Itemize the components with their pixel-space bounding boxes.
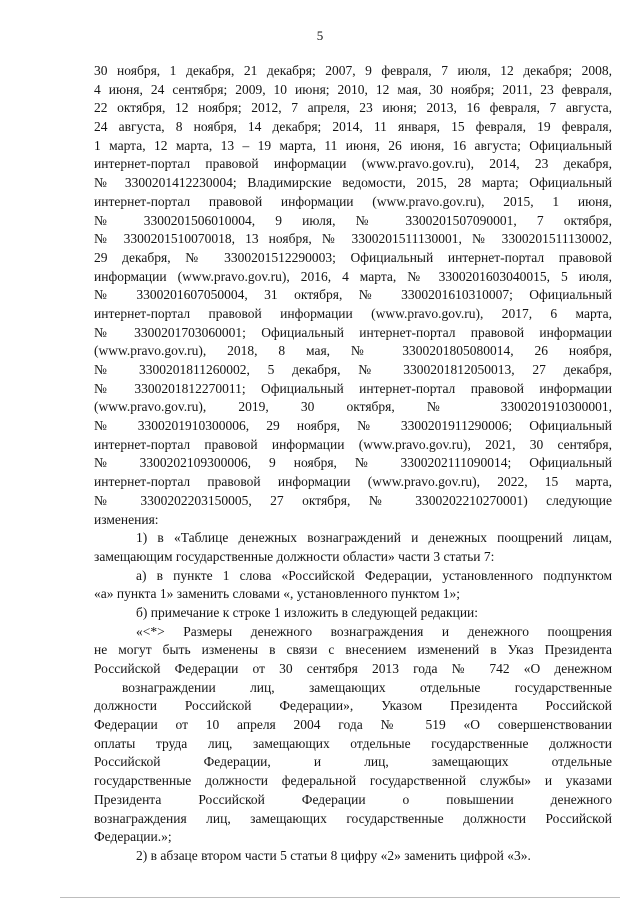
text-line: интернет-портал правовой информации (www.pravo.gov.ru), 2015, 1 июня, bbox=[94, 193, 612, 209]
text-line: № 3300201412230004; Владимирские ведомости, 2015, 28 марта; Официальный bbox=[94, 175, 612, 191]
text-line: 29 декабря, № 3300201512290003; Официальный интернет-портал правовой bbox=[94, 249, 612, 265]
text-line: 30 ноября, 1 декабря, 21 декабря; 2007, 9 февраля, 7 июля, 12 декабря; 2008, bbox=[94, 63, 612, 78]
text-line: вознаграждения лиц, замещающих государственные должности Российской bbox=[94, 810, 612, 826]
text-line: информации (www.pravo.gov.ru), 2016, 4 марта, № 3300201603040015, 5 июля, bbox=[94, 268, 612, 284]
text-line: Российской Федерации, и лиц, замещающих отдельные bbox=[94, 754, 612, 770]
text-line: 22 октября, 12 ноября; 2012, 7 апреля, 23 июня; 2013, 16 февраля, 7 августа, bbox=[94, 100, 612, 116]
text-line: изменения: bbox=[94, 511, 159, 527]
text-line: 2) в абзаце втором части 5 статьи 8 цифру «2» заменить цифрой «3». bbox=[136, 847, 531, 863]
text-line: 1) в «Таблице денежных вознаграждений и денежных поощрений лицам, bbox=[136, 530, 612, 546]
text-line: государственные должности федеральной государственной службы» и указами bbox=[94, 773, 612, 789]
text-line: Президента Российской Федерации о повышении денежного bbox=[94, 791, 612, 807]
text-line: № 3300201811260002, 5 декабря, № 3300201812050013, 27 декабря, bbox=[94, 362, 612, 377]
text-line: 24 августа, 8 ноября, 14 декабря; 2014, 11 января, 15 февраля, 19 февраля, bbox=[94, 119, 612, 135]
text-line: № 3300202203150005, 27 октября, № 3300202210270001) следующие bbox=[94, 492, 612, 508]
text-line: 4 июня, 24 сентября; 2009, 10 июня; 2010, 12 мая, 30 ноября; 2011, 23 февраля, bbox=[94, 81, 612, 97]
text-line: «а» пункта 1» заменить словами «, установленного пунктом 1»; bbox=[94, 586, 460, 602]
text-line: № 3300201812270011; Официальный интернет-портал правовой информации bbox=[94, 380, 612, 396]
text-line: (www.pravo.gov.ru), 2019, 30 октября, № 3300201910300001, bbox=[94, 399, 612, 415]
text-line: интернет-портал правовой информации (www.pravo.gov.ru), 2022, 15 марта, bbox=[94, 474, 612, 490]
text-line: б) примечание к строке 1 изложить в следующей редакции: bbox=[136, 604, 479, 620]
document-body bbox=[94, 62, 612, 866]
text-line: замещающим государственные должности области» части 3 статьи 7: bbox=[94, 548, 495, 564]
page-number: 5 bbox=[316, 28, 324, 43]
text-line: № 3300201607050004, 31 октября, № 3300201610310007; Официальный bbox=[94, 287, 612, 303]
text-line: Федерации от 10 апреля 2004 года № 519 «О совершенствовании bbox=[94, 717, 612, 733]
text-line: № 3300201510070018, 13 ноября, № 3300201511130001, № 3300201511130002, bbox=[94, 231, 612, 247]
text-line: № 3300202109300006, 9 ноября, № 3300202111090014; Официальный bbox=[94, 455, 612, 471]
text-line: Федерации.»; bbox=[94, 829, 172, 845]
text-line: должности Российской Федерации», Указом Президента Российской bbox=[94, 698, 612, 714]
text-line: № 3300201910300006, 29 ноября, № 3300201911290006; Официальный bbox=[94, 418, 612, 434]
text-line: интернет-портал правовой информации (www.pravo.gov.ru), 2021, 30 сентября, bbox=[94, 436, 612, 452]
text-line: не могут быть изменены в связи с внесением изменений в Указ Президента bbox=[94, 642, 612, 658]
text-line: а) в пункте 1 слова «Российской Федерации, установленного подпунктом bbox=[136, 567, 612, 583]
text-line: № 3300201506010004, 9 июля, № 3300201507090001, 7 октября, bbox=[94, 212, 612, 228]
text-line: интернет-портал правовой информации (www.pravo.gov.ru), 2017, 6 марта, bbox=[94, 305, 612, 321]
text-line: «<*> Размеры денежного вознаграждения и денежного поощрения bbox=[136, 623, 612, 639]
text-line: 1 марта, 12 марта, 13 – 19 марта, 11 июня, 26 июня, 16 августа; Официальный bbox=[94, 137, 612, 153]
text-line: интернет-портал правовой информации (www.pravo.gov.ru), 2014, 23 декабря, bbox=[94, 156, 612, 172]
text-line: вознаграждении лиц, замещающих отдельные государственные bbox=[122, 679, 612, 695]
text-line: оплаты труда лиц, замещающих отдельные государственные должности bbox=[94, 735, 612, 751]
page-bottom-rule bbox=[60, 897, 620, 898]
text-line: № 3300201703060001; Официальный интернет-портал правовой информации bbox=[94, 324, 612, 340]
text-line: (www.pravo.gov.ru), 2018, 8 мая, № 3300201805080014, 26 ноября, bbox=[94, 343, 612, 359]
text-line: Российской Федерации от 30 сентября 2013 года № 742 «О денежном bbox=[94, 661, 612, 676]
